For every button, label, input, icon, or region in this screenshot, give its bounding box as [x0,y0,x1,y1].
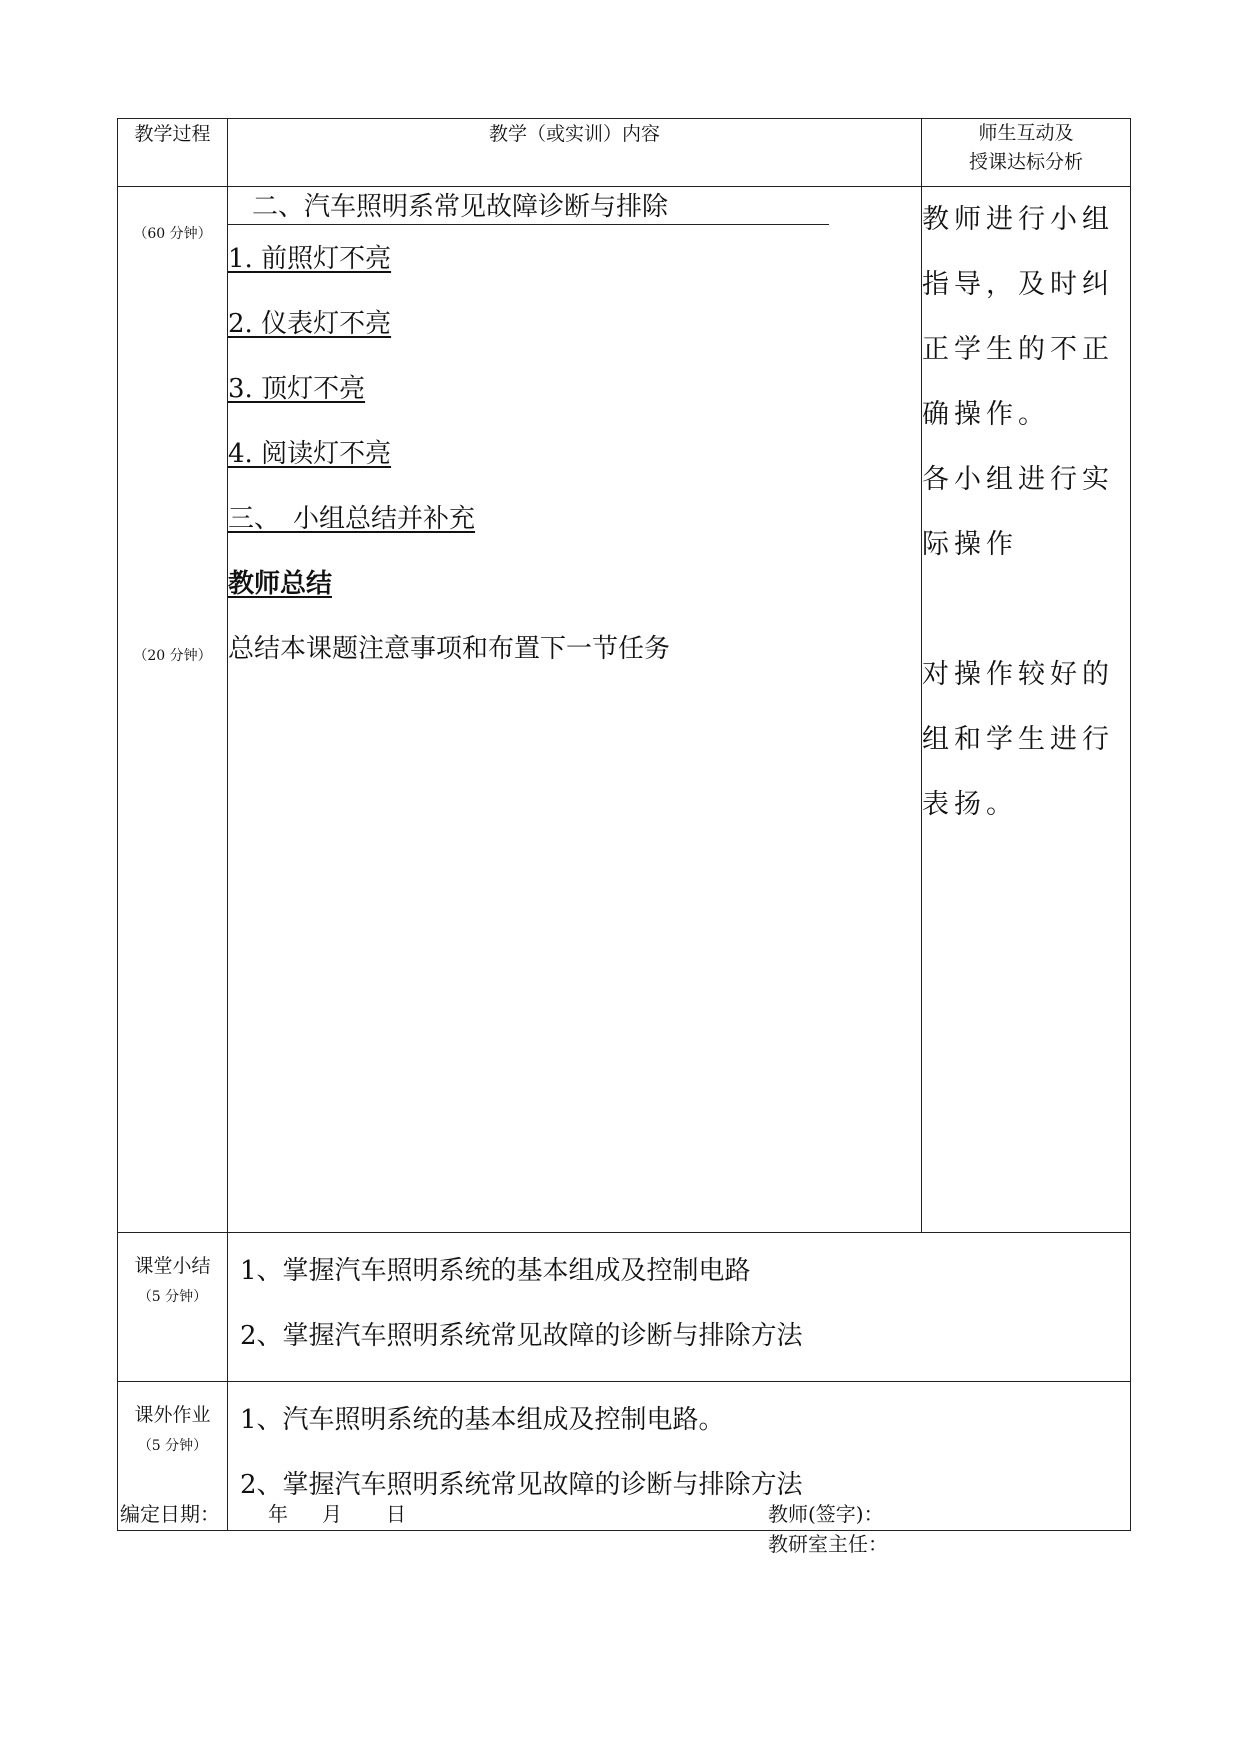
date-label: 编定日期： [120,1502,220,1526]
footer-date [120,1499,406,1529]
teacher-summary-title: 教师总结 [228,569,333,599]
interaction-line: 对操作较好的 [922,659,1114,690]
teacher-signature-label: 教师(签字)： [768,1502,884,1526]
header-interaction-line1: 师生互动及 [978,122,1074,144]
class-summary-item: 2、掌握汽车照明系统常见故障的诊断与排除方法 [240,1321,803,1351]
content-item-4: 4. 阅读灯不亮 [228,439,392,469]
interaction-line: 指导，及时纠 [922,269,1114,300]
class-summary-row [118,1233,1131,1382]
interaction-line: 教师进行小组 [922,204,1114,235]
content-item-3: 3. 顶灯不亮 [228,374,366,404]
homework-duration: （5 分钟） [137,1438,208,1454]
footer-signatures [768,1499,888,1559]
homework-label: 课外作业 [134,1404,211,1426]
duration-20: （20 分钟） [133,648,212,664]
content-cell [228,187,922,1233]
section2-title: 二、汽车照明系常见故障诊断与排除 [228,190,829,225]
director-label: 教研室主任： [768,1532,888,1556]
class-summary-label-cell [118,1233,228,1382]
header-interaction-line2: 授课达标分析 [968,151,1083,173]
header-row [118,119,1131,187]
homework-item: 2、掌握汽车照明系统常见故障的诊断与排除方法 [240,1470,803,1500]
interaction-line: 各小组进行实 [922,464,1114,495]
interaction-line: 组和学生进行 [922,724,1114,755]
homework-item: 1、汽车照明系统的基本组成及控制电路。 [240,1405,725,1435]
section3-title: 三、 小组总结并补充 [228,504,476,534]
interaction-line: 正学生的不正 [922,334,1114,365]
date-year: 年 [268,1502,288,1526]
class-summary-label: 课堂小结 [134,1255,211,1277]
lesson-plan-sheet [117,118,1131,1531]
header-interaction [922,119,1131,187]
spacer [922,577,1130,642]
header-teaching-content: 教学（或实训）内容 [228,119,922,187]
class-summary-content [228,1233,1131,1382]
teacher-summary-text: 总结本课题注意事项和布置下一节任务 [228,634,671,664]
class-summary-duration: （5 分钟） [137,1289,208,1305]
interaction-line: 表扬。 [922,789,1018,820]
lesson-table [117,118,1131,1531]
body-row [118,187,1131,1233]
interaction-line: 际操作 [922,529,1018,560]
class-summary-item: 1、掌握汽车照明系统的基本组成及控制电路 [240,1256,751,1286]
duration-cell [118,187,228,1233]
duration-60: （60 分钟） [133,226,212,242]
interaction-line: 确操作。 [922,399,1050,430]
header-teaching-process: 教学过程 [118,119,228,187]
date-day: 日 [386,1502,406,1526]
content-item-2: 2. 仪表灯不亮 [228,309,392,339]
interaction-cell [922,187,1131,1233]
date-month: 月 [322,1502,342,1526]
content-item-1: 1. 前照灯不亮 [228,244,392,274]
